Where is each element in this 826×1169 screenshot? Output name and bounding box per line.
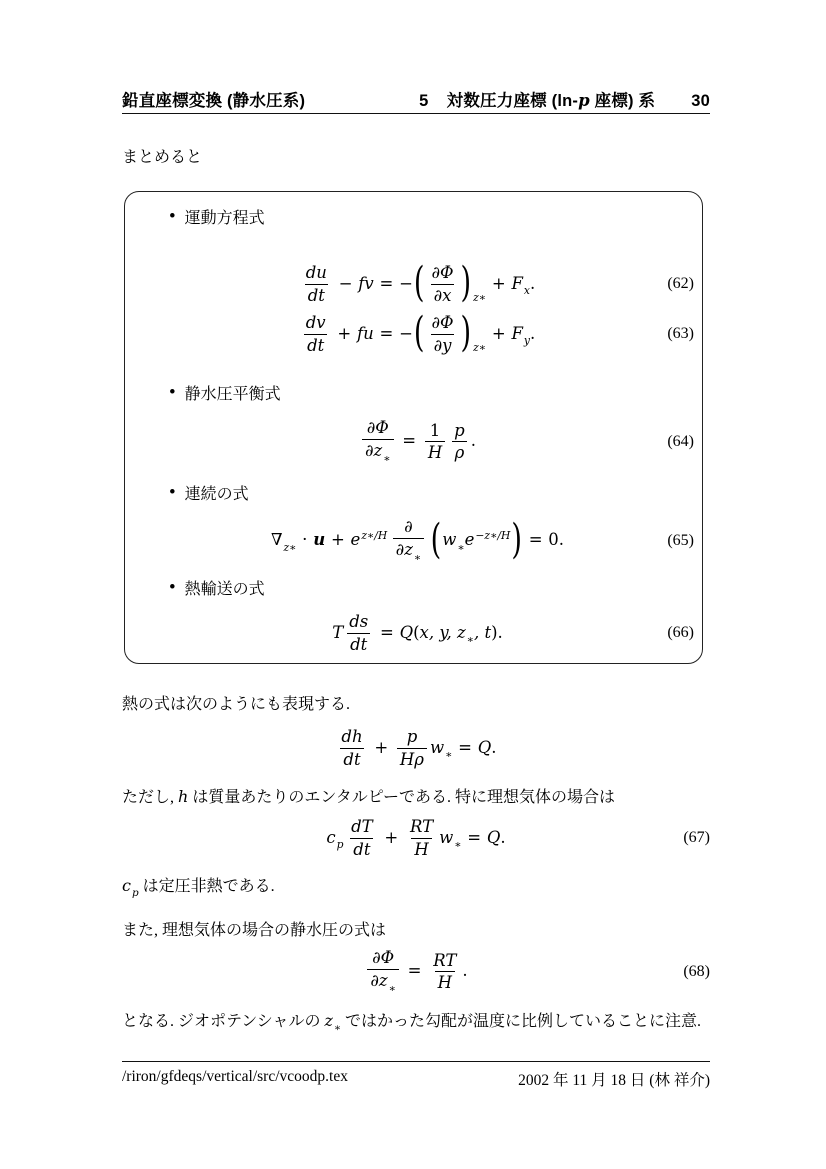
equation-number: (64) — [667, 433, 694, 450]
equation-number: (68) — [683, 963, 710, 980]
paragraph-enthalpy-note: ただし, h は質量あたりのエンタルピーである. 特に理想気体の場合は — [122, 787, 616, 806]
bullet-icon: • — [169, 206, 176, 227]
paragraph-geopotential-note: となる. ジオポテンシャルの $z_∗$ ではかった勾配が温度に比例していることに注意. — [122, 1011, 701, 1035]
header-rule — [122, 113, 710, 114]
equation-body: T $\frac{ds}{dt}$ = Q(x, y, $z_∗$, t). — [332, 611, 503, 654]
equation-number: (67) — [683, 829, 710, 846]
paragraph-ideal-gas-hydrostatic: また, 理想気体の場合の静水圧の式は — [122, 922, 387, 939]
equation-62 — [141, 256, 694, 312]
bullet-icon: • — [169, 577, 176, 598]
paragraph-heat-alternative: 熱の式は次のようにも表現する. — [122, 696, 351, 713]
equation-heat-alt — [122, 720, 710, 776]
equation-number: (65) — [667, 532, 694, 549]
equation-65 — [141, 513, 694, 569]
equation-67 — [122, 810, 710, 866]
page-number: 30 — [691, 92, 710, 110]
bullet-item-heat-transport — [169, 576, 265, 599]
bullet-label: 熱輸送の式 — [184, 581, 265, 598]
summary-box — [124, 191, 703, 664]
paragraph-cp-note: $c_p$ は定圧非熱である. — [122, 876, 275, 900]
equation-number: (66) — [667, 624, 694, 641]
bullet-item-hydrostatic-balance — [169, 381, 281, 404]
footer-rule — [122, 1061, 710, 1062]
bullet-item-continuity — [169, 481, 249, 504]
equation-number: (63) — [667, 325, 694, 342]
equation-body: $\frac{dh}{dt}$ + $\frac{p}{H\rho}$ $w_∗ = Q$. — [341, 726, 497, 769]
page-header — [122, 87, 710, 111]
equation-body: $\frac{\partial\Phi}{\partial z_∗}$ = $\frac{1}{H}$ $\frac{p}{\rho}$ . — [359, 418, 476, 465]
running-head-section: 5 対数圧力座標 (ln-p 座標) 系 — [419, 91, 656, 110]
equation-number: (62) — [667, 275, 694, 292]
equation-63 — [141, 306, 694, 362]
equation-66 — [141, 605, 694, 661]
bullet-label: 連続の式 — [184, 486, 249, 503]
source-path: /riron/gfdeqs/vertical/src/vcoodp.tex — [122, 1068, 348, 1085]
bullet-label: 運動方程式 — [184, 210, 265, 227]
bullet-icon: • — [169, 482, 176, 503]
bullet-label: 静水圧平衡式 — [184, 386, 281, 403]
bullet-item-motion-equations — [169, 205, 265, 228]
equation-68 — [122, 944, 710, 1000]
equation-body: $\nabla_{z∗} \cdot u + e^{z∗/H}$ $\frac{\partial}{\partial z_∗}$ $(w_∗e^{-z∗/H}) = 0$. — [270, 517, 565, 565]
bullet-icon: • — [169, 382, 176, 403]
equation-body: $\frac{\partial\Phi}{\partial z_∗}$ = $\frac{RT}{H}$ . — [364, 948, 467, 995]
date-author: 2002 年 11 月 18 日 (林 祥介) — [518, 1072, 710, 1089]
page-footer — [122, 1068, 710, 1090]
intro-text: まとめると — [122, 149, 203, 166]
equation-64 — [141, 414, 694, 470]
running-head-left: 鉛直座標変換 (静水圧系) — [122, 92, 306, 110]
equation-body: $c_p$ $\frac{dT}{dt}$ + $\frac{RT}{H}$ $w_∗ = Q$. — [326, 816, 506, 859]
equation-body: $\frac{dv}{dt}$ + fu = −( $\frac{\partial\Phi}{\partial y}$ ) $_{z∗}+ F_y$. — [305, 310, 536, 358]
equation-body: $\frac{du}{dt}$ − fv = −( $\frac{\partial\Phi}{\partial x}$ ) $_{z∗}+ F_x$. — [305, 260, 536, 308]
